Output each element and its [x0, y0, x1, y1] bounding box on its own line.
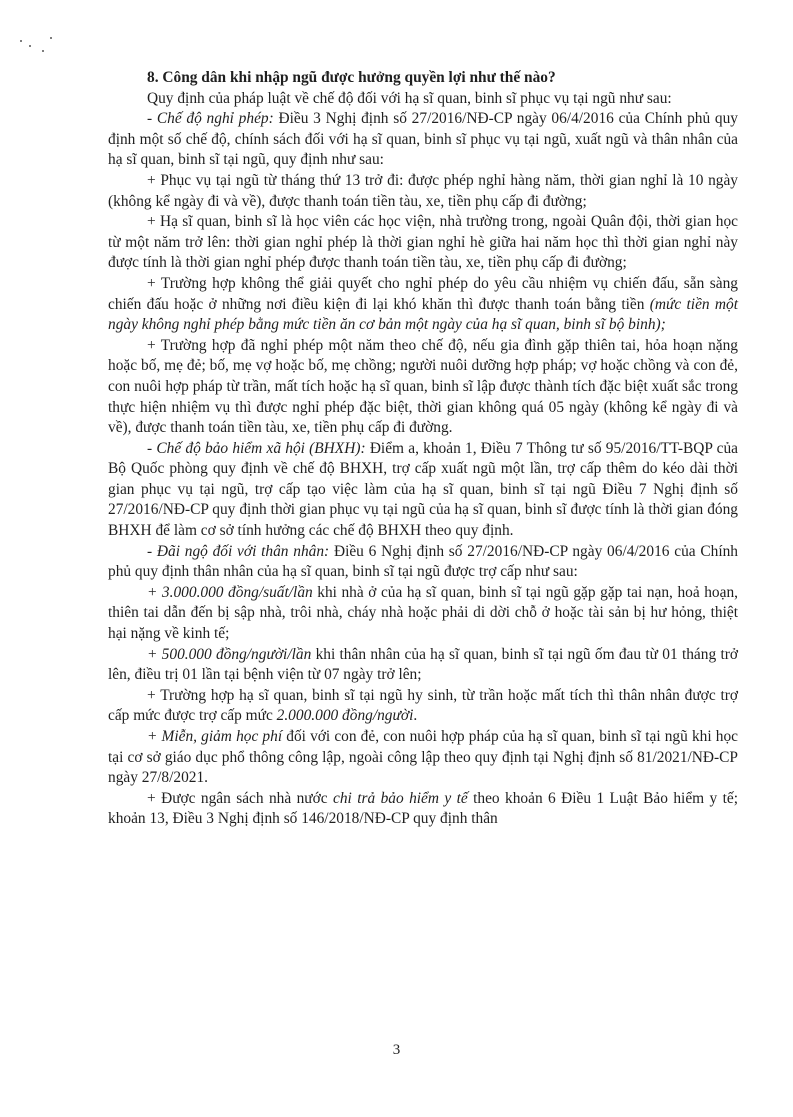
health-text-start: + Được ngân sách nhà nước — [147, 789, 334, 807]
insurance-label: - Chế độ bảo hiểm xã hội (BHXH): — [147, 439, 366, 457]
leave-item-cash-text: + Trường hợp không thể giải quyết cho nghỉ phép do yêu cầu nhiệm vụ chiến đấu, sẵn sàng chiến đấu hoặc ở những nơi điều kiện đi lại khó khăn thì được thanh toán bằng tiền — [108, 274, 738, 313]
leave-item-annual: + Phục vụ tại ngũ từ tháng thứ 13 trở đi: được phép nghỉ hàng năm, thời gian nghỉ là 10 ngày (không kể ngày đi và về), được thanh toán tiền tàu, xe, tiền phụ cấp đi đường; — [108, 171, 738, 210]
relatives-item-illness — [108, 645, 738, 686]
leave-item-cash-note: (mức tiền một ngày không nghỉ phép bằng mức tiền ăn cơ bản một ngày của hạ sĩ quan, binh sĩ bộ binh); — [108, 295, 739, 334]
health-label: chi trả bảo hiểm y tế — [333, 789, 468, 807]
tuition-paragraph — [108, 727, 738, 789]
relatives-item-death-end: . — [413, 707, 418, 725]
relatives-item-house-text: khi nhà ở của hạ sĩ quan, binh sĩ tại ngũ gặp gặp tai nạn, hoả hoạn, thiên tai dẫn đến bị sập nhà, trôi nhà, cháy nhà hoặc phải di dời chỗ ở hoặc tài sản bị hư hỏng, thiệt hại nặng về kinh tế; — [108, 583, 738, 643]
relatives-item-death-amount: 2.000.000 đồng/người — [276, 707, 414, 725]
document-body — [108, 68, 738, 830]
tuition-label: + Miễn, giảm học phí — [147, 728, 283, 745]
page-number: 3 — [392, 1042, 401, 1058]
scan-artifact-dot — [42, 50, 44, 52]
relatives-item-house-amount: + 3.000.000 đồng/suất/lần — [147, 583, 313, 601]
relatives-label: - Đãi ngộ đối với thân nhân: — [147, 542, 330, 560]
scan-artifact-dot — [50, 37, 52, 39]
leave-label: - Chế độ nghỉ phép: — [147, 110, 274, 128]
insurance-text: Điểm a, khoản 1, Điều 7 Thông tư số 95/2016/TT-BQP của Bộ Quốc phòng quy định về chế độ BHXH, trợ cấp xuất ngũ một lần, trợ cấp thêm do kéo dài thời gian phục vụ tại ngũ, trợ cấp tạo việc làm của hạ sĩ quan, binh sĩ tại ngũ Điều 7 Nghị định số 27/2016/NĐ-CP quy định thời gian phục vụ tại ngũ của hạ sĩ quan, binh sĩ được tính là thời gian đóng BHXH để làm cơ sở tính hưởng các chế độ BHXH theo quy định. — [108, 439, 738, 540]
health-paragraph — [108, 789, 738, 830]
insurance-paragraph — [108, 439, 738, 542]
relatives-item-death — [108, 686, 738, 727]
scan-artifact-dot — [29, 45, 31, 47]
leave-item-students: + Hạ sĩ quan, binh sĩ là học viên các học viện, nhà trường trong, ngoài Quân đội, thời gian học từ một năm trở lên: thời gian nghỉ phép là thời gian nghỉ hè giữa hai năm học thì thời gian nghỉ này được tính là thời gian nghỉ phép được thanh toán tiền tàu, xe, tiền phụ cấp đi đường; — [108, 213, 738, 272]
leave-text: Điều 3 Nghị định số 27/2016/NĐ-CP ngày 06/4/2016 của Chính phủ quy định một số chế độ, chính sách đối với hạ sĩ quan, binh sĩ phục vụ tại ngũ, xuất ngũ và thân nhân của hạ sĩ quan, binh sĩ tại ngũ, quy định như sau: — [108, 110, 738, 169]
relatives-item-house — [108, 583, 738, 645]
relatives-item-illness-amount: + 500.000 đồng/người/lần — [147, 645, 312, 663]
relatives-item-death-text: + Trường hợp hạ sĩ quan, binh sĩ tại ngũ hy sinh, từ trần hoặc mất tích thì thân nhân được trợ cấp mức được trợ cấp mức — [108, 686, 738, 725]
health-text-end: theo khoản 6 Điều 1 Luật Bảo hiểm y tế; khoản 13, Điều 3 Nghị định số 146/2018/NĐ-CP quy định thân — [108, 789, 739, 828]
leave-paragraph — [108, 109, 738, 171]
relatives-item-illness-text: khi thân nhân của hạ sĩ quan, binh sĩ tại ngũ ốm đau từ 01 tháng trở lên, điều trị 01 lần tại bệnh viện từ 07 ngày trở lên; — [108, 645, 738, 684]
scan-artifact-dot — [20, 40, 22, 42]
leave-item-cash — [108, 274, 738, 336]
intro-paragraph: Quy định của pháp luật về chế độ đối với hạ sĩ quan, binh sĩ phục vụ tại ngũ như sau: — [147, 89, 672, 107]
relatives-text: Điều 6 Nghị định số 27/2016/NĐ-CP ngày 06/4/2016 của Chính phủ quy định thân nhân của hạ sĩ quan, binh sĩ tại ngũ được trợ cấp như sau: — [108, 542, 738, 581]
relatives-paragraph — [108, 542, 738, 583]
tuition-text: đối với con đẻ, con nuôi hợp pháp của hạ sĩ quan, binh sĩ tại ngũ khi học tại cơ sở giáo dục phổ thông công lập, ngoài công lập theo quy định tại Nghị định số 81/2021/NĐ-CP ngày 27/8/2021. — [108, 728, 738, 787]
leave-item-special: + Trường hợp đã nghỉ phép một năm theo chế độ, nếu gia đình gặp thiên tai, hỏa hoạn nặng hoặc bố, mẹ đẻ; bố, mẹ vợ hoặc bố, mẹ chồng; người nuôi dưỡng hợp pháp; vợ hoặc chồng và con đẻ, con nuôi hợp pháp từ trần, mất tích hoặc hạ sĩ quan, binh sĩ lập được thành tích đặc biệt xuất sắc trong thực hiện nhiệm vụ thì được nghỉ phép đặc biệt, thời gian không quá 05 ngày (không kể ngày đi và về), được thanh toán tiền tàu, xe, tiền phụ cấp đi đường. — [108, 336, 738, 437]
section-title: 8. Công dân khi nhập ngũ được hưởng quyền lợi như thế nào? — [147, 69, 556, 86]
